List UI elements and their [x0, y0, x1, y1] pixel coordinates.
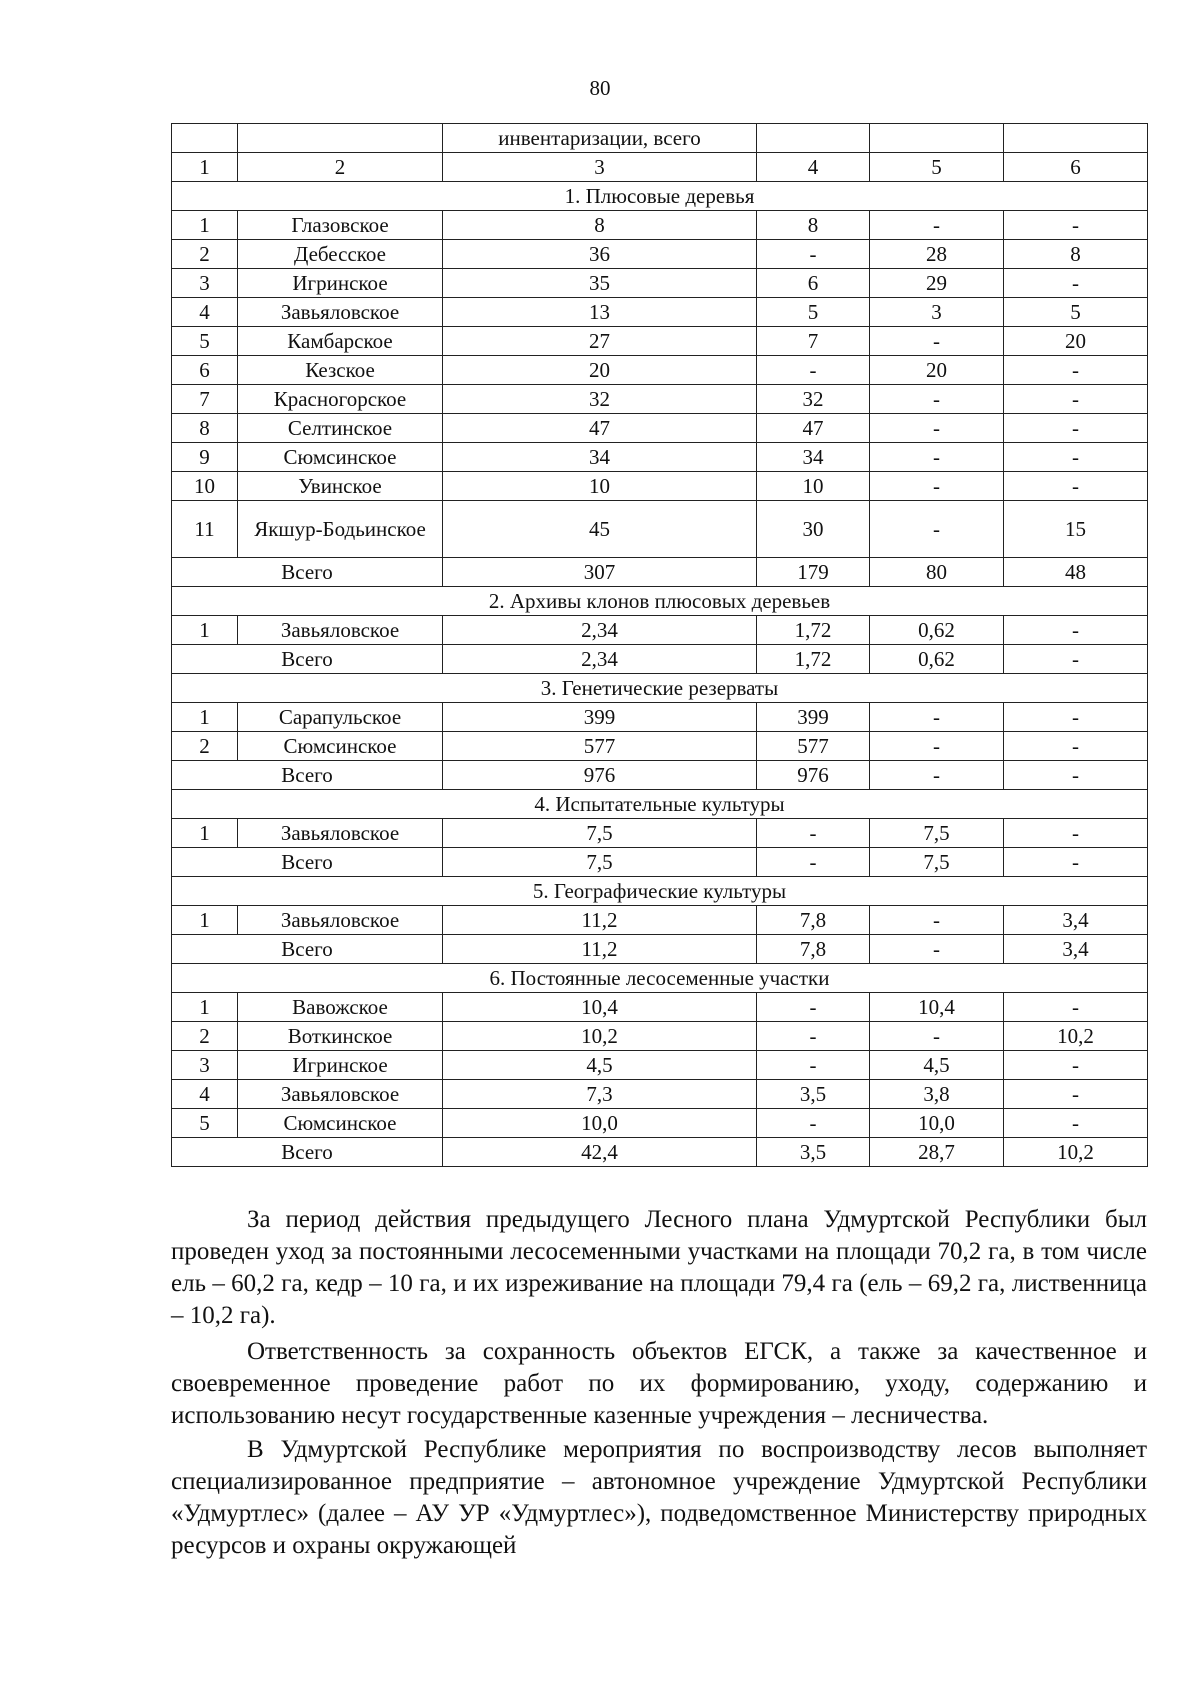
table-cell: -	[870, 327, 1004, 356]
table-cell: 1	[172, 153, 238, 182]
table-cell: 3	[870, 298, 1004, 327]
table-total-row	[172, 1138, 1148, 1167]
table-cell: -	[1004, 385, 1148, 414]
table-cell: 11,2	[443, 935, 757, 964]
table-cell: Якшур-Бодьинское	[238, 501, 443, 558]
table-cell: 5	[172, 327, 238, 356]
section-title: 4. Испытательные культуры	[172, 790, 1148, 819]
table-cell: -	[757, 1051, 870, 1080]
table-cell: 28	[870, 240, 1004, 269]
table-cell: 30	[757, 501, 870, 558]
table-cell: 7,3	[443, 1080, 757, 1109]
section-title: 3. Генетические резерваты	[172, 674, 1148, 703]
table-cell: 20	[1004, 327, 1148, 356]
table-cell: -	[1004, 211, 1148, 240]
table-cell: Сюмсинское	[238, 1109, 443, 1138]
table-cell: 577	[443, 732, 757, 761]
table-cell: 28,7	[870, 1138, 1004, 1167]
table-cell: 10,4	[443, 993, 757, 1022]
table-cell: 0,62	[870, 616, 1004, 645]
table-cell: -	[870, 906, 1004, 935]
section-title: 6. Постоянные лесосеменные участки	[172, 964, 1148, 993]
table-cell: Красногорское	[238, 385, 443, 414]
table-cell: 3,8	[870, 1080, 1004, 1109]
table-cell	[870, 124, 1004, 153]
table-cell: 3,5	[757, 1080, 870, 1109]
table-section-row	[172, 877, 1148, 906]
table-row	[172, 356, 1148, 385]
table-cell: -	[1004, 1051, 1148, 1080]
table-cell: 32	[757, 385, 870, 414]
total-label: Всего	[172, 558, 443, 587]
table-cell: Камбарское	[238, 327, 443, 356]
table-row	[172, 327, 1148, 356]
table-row	[172, 501, 1148, 558]
table-cell: -	[1004, 472, 1148, 501]
table-cell: 577	[757, 732, 870, 761]
table-cell: -	[870, 761, 1004, 790]
table-cell: -	[1004, 848, 1148, 877]
table-cell	[757, 124, 870, 153]
forest-seed-objects-table	[171, 123, 1148, 1167]
table-cell: 6	[757, 269, 870, 298]
total-label: Всего	[172, 848, 443, 877]
table-row	[172, 732, 1148, 761]
table-cell: 34	[757, 443, 870, 472]
paragraph-responsibility: Ответственность за сохранность объектов ЕГСК, а также за качественное и своевременное проведение работ по их формированию, уходу, содержанию и использованию несут государственные казенные учреждения – лесничества.	[171, 1338, 1147, 1429]
table-cell: -	[1004, 1080, 1148, 1109]
table-cell: 5	[757, 298, 870, 327]
table-cell: 399	[757, 703, 870, 732]
table-cell	[238, 124, 443, 153]
table-cell: 7	[172, 385, 238, 414]
table-cell: -	[757, 1022, 870, 1051]
table-cell: 5	[870, 153, 1004, 182]
table-cell	[1004, 124, 1148, 153]
table-cell: 10,0	[443, 1109, 757, 1138]
table-cell: инвентаризации, всего	[443, 124, 757, 153]
table-cell: 2	[172, 240, 238, 269]
table-cell: -	[870, 732, 1004, 761]
table-cell: 1	[172, 703, 238, 732]
table-row	[172, 414, 1148, 443]
table-cell: 42,4	[443, 1138, 757, 1167]
table-cell: 1	[172, 906, 238, 935]
table-cell: 8	[443, 211, 757, 240]
table-cell: 5	[1004, 298, 1148, 327]
table-section-row	[172, 587, 1148, 616]
table-row	[172, 1109, 1148, 1138]
table-cell: -	[1004, 356, 1148, 385]
table-cell: 1,72	[757, 645, 870, 674]
table-cell: 6	[1004, 153, 1148, 182]
table-cell: -	[1004, 645, 1148, 674]
table-cell: -	[1004, 703, 1148, 732]
table-cell: -	[757, 993, 870, 1022]
table-cell: 13	[443, 298, 757, 327]
table-cell: 4	[172, 298, 238, 327]
table-cell: 1	[172, 616, 238, 645]
table-cell: -	[757, 240, 870, 269]
table-cell: 10	[443, 472, 757, 501]
table-row	[172, 240, 1148, 269]
table-cell: 20	[443, 356, 757, 385]
table-row	[172, 703, 1148, 732]
table-cell: -	[757, 819, 870, 848]
table-cell: 3,4	[1004, 935, 1148, 964]
table-cell: 1	[172, 819, 238, 848]
page-number: 80	[589, 76, 611, 100]
table-cell: -	[870, 703, 1004, 732]
table-cell: 2,34	[443, 645, 757, 674]
table-cell: -	[870, 935, 1004, 964]
table-cell: -	[870, 1022, 1004, 1051]
table-cell: 11	[172, 501, 238, 558]
table-cell: 976	[757, 761, 870, 790]
table-total-row	[172, 645, 1148, 674]
table-cell: Селтинское	[238, 414, 443, 443]
table-row	[172, 1022, 1148, 1051]
table-cell: -	[870, 501, 1004, 558]
table-cell: 15	[1004, 501, 1148, 558]
table-cell: -	[1004, 414, 1148, 443]
table-total-row	[172, 848, 1148, 877]
table-cell: 9	[172, 443, 238, 472]
table-cell: 179	[757, 558, 870, 587]
table-cell: 80	[870, 558, 1004, 587]
table-cell: Дебесское	[238, 240, 443, 269]
table-cell: 47	[757, 414, 870, 443]
table-row	[172, 298, 1148, 327]
table-cell: Сюмсинское	[238, 732, 443, 761]
table-cell: 2	[172, 1022, 238, 1051]
table-cell: 1,72	[757, 616, 870, 645]
table-cell: Завьяловское	[238, 616, 443, 645]
table-cell: Игринское	[238, 1051, 443, 1080]
table-cell: -	[1004, 616, 1148, 645]
table-row	[172, 819, 1148, 848]
table-row	[172, 1051, 1148, 1080]
table-cell: -	[1004, 819, 1148, 848]
table-row	[172, 472, 1148, 501]
table-cell: 1	[172, 993, 238, 1022]
table-cell: 976	[443, 761, 757, 790]
table-cell: Завьяловское	[238, 819, 443, 848]
table-cell: 4,5	[443, 1051, 757, 1080]
table-cell: 10,2	[443, 1022, 757, 1051]
table-cell: -	[757, 848, 870, 877]
table-cell: 3	[443, 153, 757, 182]
table-cell: 27	[443, 327, 757, 356]
table-cell: Увинское	[238, 472, 443, 501]
table-cell: -	[1004, 993, 1148, 1022]
table-row	[172, 269, 1148, 298]
table-cell: 1	[172, 211, 238, 240]
section-title: 5. Географические культуры	[172, 877, 1148, 906]
table-cell: 7,8	[757, 906, 870, 935]
table-cell: 45	[443, 501, 757, 558]
table-cell: Завьяловское	[238, 1080, 443, 1109]
table-cell: Кезское	[238, 356, 443, 385]
table-cell: 8	[1004, 240, 1148, 269]
table-cell: Игринское	[238, 269, 443, 298]
table-section-row	[172, 182, 1148, 211]
table-cell: -	[870, 211, 1004, 240]
table-section-row	[172, 674, 1148, 703]
table-cell: 11,2	[443, 906, 757, 935]
table-total-row	[172, 558, 1148, 587]
table-cell: Сарапульское	[238, 703, 443, 732]
table-cell: 0,62	[870, 645, 1004, 674]
table-cell: -	[1004, 761, 1148, 790]
table-cell: 6	[172, 356, 238, 385]
table-cell: -	[757, 1109, 870, 1138]
section-title: 2. Архивы клонов плюсовых деревьев	[172, 587, 1148, 616]
table-cell: 7,5	[443, 819, 757, 848]
table-cell: 2	[172, 732, 238, 761]
table-cell: 47	[443, 414, 757, 443]
table-cell: 20	[870, 356, 1004, 385]
total-label: Всего	[172, 761, 443, 790]
table-cell: Сюмсинское	[238, 443, 443, 472]
total-label: Всего	[172, 1138, 443, 1167]
table-cell: 7,5	[870, 819, 1004, 848]
table-cell: 7	[757, 327, 870, 356]
table-cell: 36	[443, 240, 757, 269]
table-total-row	[172, 761, 1148, 790]
table-cell: -	[1004, 1109, 1148, 1138]
table-cell: 4,5	[870, 1051, 1004, 1080]
paragraph-udmurtles: В Удмуртской Республике мероприятия по воспроизводству лесов выполняет специализированное предприятие – автономное учреждение Удмуртской Республики «Удмуртлес» (далее – АУ УР «Удмуртлес»), подведомственное Министерству природных ресурсов и охраны окружающей	[171, 1436, 1147, 1559]
table-row	[172, 443, 1148, 472]
table-cell: -	[870, 414, 1004, 443]
table-cell: 2	[238, 153, 443, 182]
table-cell: 10,2	[1004, 1138, 1148, 1167]
table-cell: 7,8	[757, 935, 870, 964]
table-cell: 4	[757, 153, 870, 182]
table-row	[172, 211, 1148, 240]
table-cell: -	[1004, 269, 1148, 298]
table-cell: 48	[1004, 558, 1148, 587]
table-cell: 7,5	[870, 848, 1004, 877]
table-cell: 399	[443, 703, 757, 732]
table-total-row	[172, 935, 1148, 964]
table-cell: 307	[443, 558, 757, 587]
table-cell: 32	[443, 385, 757, 414]
table-cell: 2,34	[443, 616, 757, 645]
table-cell: -	[757, 356, 870, 385]
section-title: 1. Плюсовые деревья	[172, 182, 1148, 211]
table-cell: Глазовское	[238, 211, 443, 240]
table-cell: 3,4	[1004, 906, 1148, 935]
table-row	[172, 906, 1148, 935]
table-cell: 10,0	[870, 1109, 1004, 1138]
table-cell: -	[870, 385, 1004, 414]
table-section-row	[172, 964, 1148, 993]
table-cell: 5	[172, 1109, 238, 1138]
table-cell: Вавожское	[238, 993, 443, 1022]
table-cell: 8	[172, 414, 238, 443]
table-cell: -	[870, 472, 1004, 501]
table-row	[172, 993, 1148, 1022]
table-cell: 3	[172, 1051, 238, 1080]
table-cell: 7,5	[443, 848, 757, 877]
table-cell: Завьяловское	[238, 906, 443, 935]
table-cell: -	[1004, 732, 1148, 761]
table-cell: Воткинское	[238, 1022, 443, 1051]
paragraph-maintenance: За период действия предыдущего Лесного плана Удмуртской Республики был проведен уход за постоянными лесосеменными участками на площади 70,2 га, в том числе ель – 60,2 га, кедр – 10 га, и их изреживание на площади 79,4 га (ель – 69,2 га, лиственница – 10,2 га).	[171, 1206, 1147, 1329]
total-label: Всего	[172, 645, 443, 674]
table-cell: 34	[443, 443, 757, 472]
table-cell: 10	[172, 472, 238, 501]
table-cell: 3,5	[757, 1138, 870, 1167]
table-cell: 3	[172, 269, 238, 298]
table-header-row	[172, 124, 1148, 153]
table-cell: 10,2	[1004, 1022, 1148, 1051]
table-row	[172, 616, 1148, 645]
table-row	[172, 1080, 1148, 1109]
table-cell: 35	[443, 269, 757, 298]
table-cell: 8	[757, 211, 870, 240]
table-cell: 4	[172, 1080, 238, 1109]
table-cell	[172, 124, 238, 153]
table-cell: Завьяловское	[238, 298, 443, 327]
table-row	[172, 385, 1148, 414]
table-cell: -	[1004, 443, 1148, 472]
table-cell: 29	[870, 269, 1004, 298]
table-cell: -	[870, 443, 1004, 472]
table-column-numbers-row	[172, 153, 1148, 182]
table-cell: 10	[757, 472, 870, 501]
table-cell: 10,4	[870, 993, 1004, 1022]
table-section-row	[172, 790, 1148, 819]
total-label: Всего	[172, 935, 443, 964]
